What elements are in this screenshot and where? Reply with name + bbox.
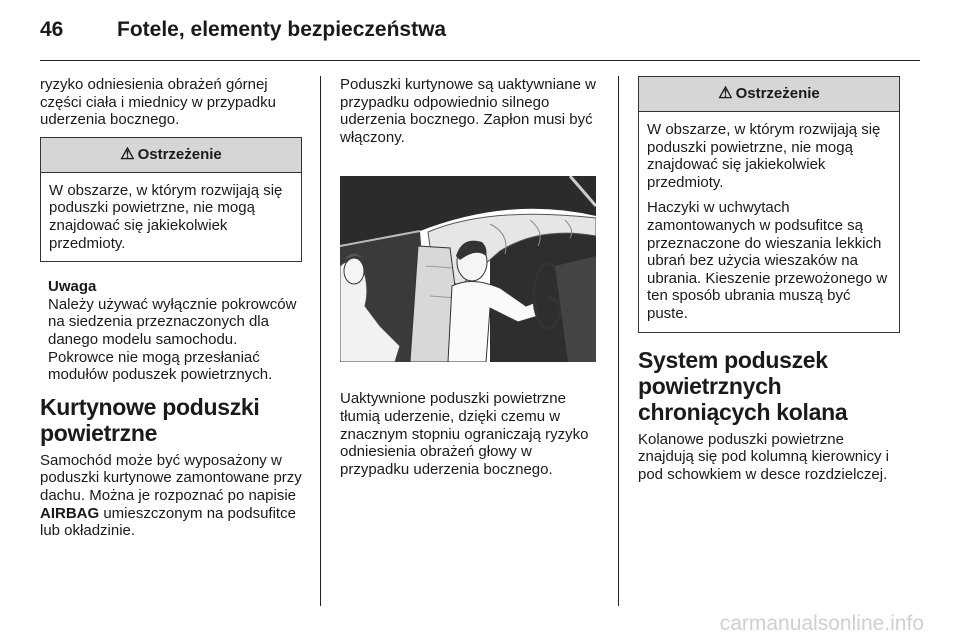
header-divider (40, 60, 920, 61)
warning-header (639, 77, 899, 112)
intro-text: ryzyko odniesienia obrażeń górnej części ciała i miednicy w przypadku uderzenia bocznego. (40, 76, 276, 129)
column-1 (40, 76, 302, 540)
watermark: carmanualsonline.info (719, 612, 924, 635)
page-title: Fotele, elementy bezpieczeństwa (117, 18, 447, 41)
warning-text: W obszarze, w którym rozwijają się poduszki powietrzne, nie mogą znajdować się jakiekolwiek przedmioty. (49, 181, 283, 252)
note-text: Należy używać wyłącznie pokrowców na siedzenia przeznaczonych dla danego modelu samochodu. Pokrowce nie mogą przesłaniać modułów poduszek powietrznych. (48, 295, 297, 384)
warning-body (639, 112, 899, 332)
warning-body (41, 173, 301, 261)
section-text (40, 452, 302, 540)
column-2 (340, 76, 602, 478)
warning-title: Ostrzeżenie (735, 85, 820, 103)
section-heading: System poduszek powietrznych chroniących kolana (638, 346, 848, 425)
warning-box (638, 76, 900, 333)
page-header (40, 18, 920, 48)
column-divider (618, 76, 619, 606)
warning-text: W obszarze, w którym rozwijają się poduszki powietrzne, nie mogą znajdować się jakiekolwiek przedmioty. (647, 121, 881, 191)
section-text-part: umieszczonym na podsufitce lub okładzinie. (40, 504, 296, 540)
section-heading: Kurtynowe poduszki powietrzne (40, 393, 260, 446)
curtain-airbag-illustration (340, 176, 596, 362)
section-text-part: Samochód może być wyposażony w poduszki kurtynowe zamontowane przy dachu. Można je rozpoznać po napisie (40, 451, 302, 504)
illustration-caption: Uaktywnione poduszki powietrzne tłumią uderzenie, dzięki czemu w znacznym stopniu ograniczają ryzyko odniesienia obrażeń głowy w przypadku uderzenia bocznego. (340, 390, 589, 478)
warning-title: Ostrzeżenie (137, 145, 222, 163)
warning-header (41, 138, 301, 173)
note-title: Uwaga (48, 278, 97, 296)
section-text: Kolanowe poduszki powietrzne znajdują się pod kolumną kierownicy i pod schowkiem w desce rozdzielczej. (638, 430, 889, 483)
airbag-label: AIRBAG (40, 504, 100, 522)
warning-triangle-icon: ⚠ (120, 145, 135, 163)
page-number: 46 (40, 18, 64, 41)
warning-box (40, 137, 302, 262)
warning-triangle-icon: ⚠ (718, 85, 733, 103)
column-divider (320, 76, 321, 606)
warning-text: Haczyki w uchwytach zamontowanych w podsufitce są przeznaczone do wieszania lekkich ubrań bez użycia wieszaków na ubrania. Kieszenie przewożonego w ten sposób ubrania muszą być puste. (647, 199, 888, 322)
intro-text: Poduszki kurtynowe są uaktywniane w przypadku odpowiednio silnego uderzenia bocznego. Zapłon musi być włączony. (340, 76, 596, 146)
column-3 (638, 76, 900, 483)
